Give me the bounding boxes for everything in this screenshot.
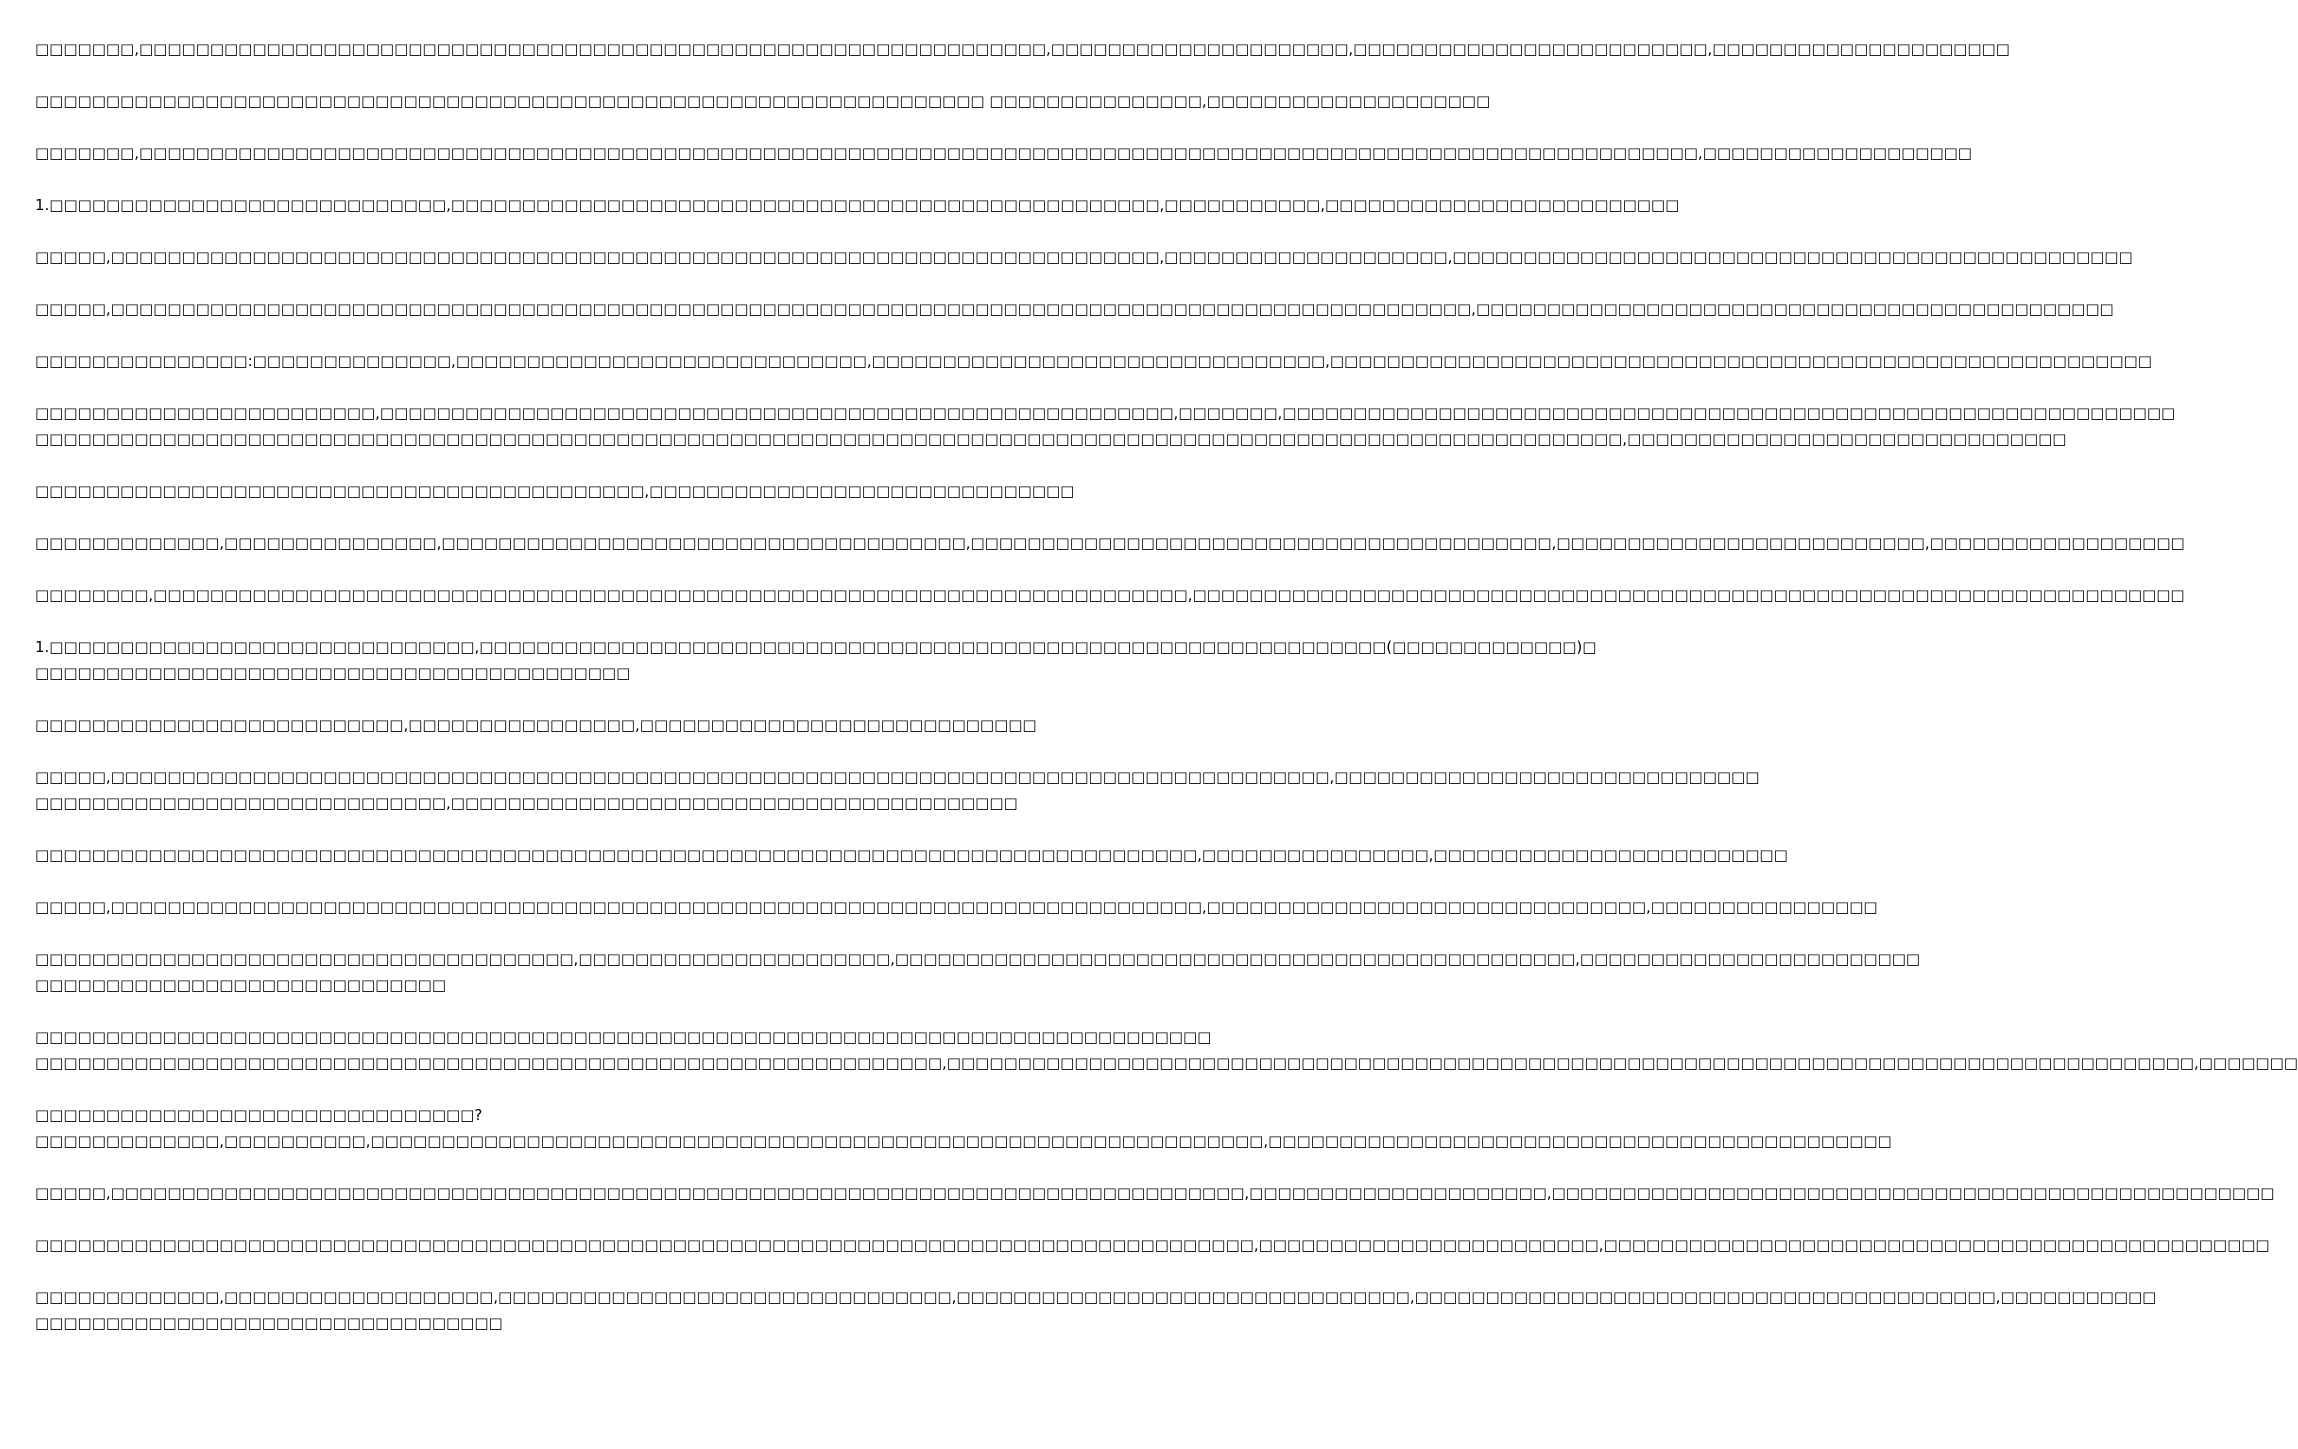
- paragraph: [35, 192, 1680, 218]
- text-line: □□□□□,□□□□□□□□□□□□□□□□□□□□□□□□□□□□□□□□□□□□□□□□□□□□□□□□□□□□□□□□□□□□□□□□□□□□□□□□□□,□□□□□□□□□□□□□□□□□□□□,□□□□□□□□□□□□□□□□□□□□□□□□□□□□□□□□□□□□□□□□□□□□□□□□: [35, 248, 2133, 266]
- text-line: □□□□□□□□□□□□□,□□□□□□□□□□□□□□□□□□□,□□□□□□□□□□□□□□□□□□□□□□□□□□□□□□□□,□□□□□□□□□□□□□□□□□□□□□□□□□□□□□□□□,□□□□□□□□□□□□□□□□□□□□□□□□□□□□□□□□□□□□□□□□□,□□□□□□□□□□□: [35, 1288, 2157, 1306]
- text-line: □□□□□□□□□□□□□□□□□□□□□□□□□□□□□: [35, 976, 446, 994]
- paragraph: [35, 1180, 2275, 1206]
- text-line: □□□□□□□□□□□□□□□:□□□□□□□□□□□□□□,□□□□□□□□□□□□□□□□□□□□□□□□□□□□□,□□□□□□□□□□□□□□□□□□□□□□□□□□□□□□□□,□□□□□□□□□□□□□□□□□□□□□□□□□□□□□□□□□□□□□□□□□□□□□□□□□□□□□□□□□□: [35, 352, 2152, 370]
- paragraph: [35, 244, 2133, 270]
- text-line: □□□□□□□□□□□□□□□□□□□□□□□□□□□□□□□□□□□□□□□□□□□□□□□□□□□□□□□□□□□□□□□□□□□□□□□□□□□□□□□□□□,□□□□□□□□□□□□□□□□,□□□□□□□□□□□□□□□□□□□□□□□□□: [35, 846, 1788, 864]
- paragraph: [35, 764, 1760, 816]
- text-line: □□□□□□□□□□□□□□□□□□□□□□□□□□□□□□□□□□□□□□□□□□□,□□□□□□□□□□□□□□□□□□□□□□□□□□□□□□: [35, 482, 1075, 500]
- paragraph: [35, 88, 1491, 114]
- paragraph: [35, 296, 2114, 322]
- text-line: □□□□□□□□□□□□□□□□□□□□□□□□□□,□□□□□□□□□□□□□□□□,□□□□□□□□□□□□□□□□□□□□□□□□□□□□: [35, 716, 1037, 734]
- paragraph: [35, 1102, 1892, 1154]
- text-line: □□□□□□□□□□□□□□□□□□□□□□□□□□□□□□□□□□□□□□□□□□□□□□□□□□□□□□□□□□□□□□□□□□□□□□□□□□□□□□□□□□□: [35, 1028, 1212, 1046]
- text-line: □□□□□□□□□□□□□□□□□□□□□□□□□□□□□□□□□□□□□□□□□□: [35, 664, 631, 682]
- text-line: □□□□□□□□□□□□□□□□□□□□□□□□,□□□□□□□□□□□□□□□□□□□□□□□□□□□□□□□□□□□□□□□□□□□□□□□□□□□□□□□□,□□□□□□□,□□□□□□□□□□□□□□□□□□□□□□□□□□□□□□□□□□□□□□□□□□□□□□□□□□□□□□□□□□□□□□□: [35, 404, 2176, 422]
- document-body: [35, 36, 2298, 1362]
- text-line: □□□□□□□,□□□□□□□□□□□□□□□□□□□□□□□□□□□□□□□□□□□□□□□□□□□□□□□□□□□□□□□□□□□□□□□□,□□□□□□□□□□□□□□□□□□□□□,□□□□□□□□□□□□□□□□□□□□□□□□□,□□□□□□□□□□□□□□□□□□□□□: [35, 40, 2010, 58]
- paragraph: [35, 36, 2010, 62]
- text-line: □□□□□,□□□□□□□□□□□□□□□□□□□□□□□□□□□□□□□□□□□□□□□□□□□□□□□□□□□□□□□□□□□□□□□□□□□□□□□□□□□□□□□□□□□□□□□□□□□□□□□□,□□□□□□□□□□□□□□□□□□□□□□□□□□□□□□□□□□□□□□□□□□□□□: [35, 300, 2114, 318]
- text-line: □□□□□□□□□□□□□,□□□□□□□□□□□□□□□,□□□□□□□□□□□□□□□□□□□□□□□□□□□□□□□□□□□□□,□□□□□□□□□□□□□□□□□□□□□□□□□□□□□□□□□□□□□□□□□,□□□□□□□□□□□□□□□□□□□□□□□□□□,□□□□□□□□□□□□□□□□□□: [35, 534, 2185, 552]
- paragraph: [35, 530, 2185, 556]
- paragraph: [35, 712, 1037, 738]
- text-line: □□□□□□□□,□□□□□□□□□□□□□□□□□□□□□□□□□□□□□□□□□□□□□□□□□□□□□□□□□□□□□□□□□□□□□□□□□□□□□□□□□,□□□□□□□□□□□□□□□□□□□□□□□□□□□□□□□□□□□□□□□□□□□□□□□□□□□□□□□□□□□□□□□□□□□□□□: [35, 586, 2185, 604]
- text-line: 1.□□□□□□□□□□□□□□□□□□□□□□□□□□□□□□,□□□□□□□□□□□□□□□□□□□□□□□□□□□□□□□□□□□□□□□□□□□□□□□□□□□□□□□□□□□□□□□□(□□□□□□□□□□□□□)□: [35, 638, 1597, 656]
- paragraph: [35, 400, 2176, 452]
- paragraph: [35, 842, 1788, 868]
- paragraph: [35, 946, 1921, 998]
- paragraph: [35, 894, 1878, 920]
- text-line: □□□□□□□□□□□□□,□□□□□□□□□□,□□□□□□□□□□□□□□□□□□□□□□□□□□□□□□□□□□□□□□□□□□□□□□□□□□□□□□□□□□□□□□□,□□□□□□□□□□□□□□□□□□□□□□□□□□□□□□□□□□□□□□□□□□□□: [35, 1132, 1892, 1150]
- text-line: □□□□□□□□□□□□□□□□□□□□□□□□□□□□□,□□□□□□□□□□□□□□□□□□□□□□□□□□□□□□□□□□□□□□□□: [35, 794, 1018, 812]
- text-line: □□□□□□□□□□□□□□□□□□□□□□□□□□□□□□□□□□□□□□□□□□□□□□□□□□□□□□□□□□□□□□□□□□□□□□□□□□□□□□□□□□□□□□,□□□□□□□□□□□□□□□□□□□□□□□□,□□□□□□□□□□□□□□□□□□□□□□□□□□□□□□□□□□□□□□□□□□□□□□□: [35, 1236, 2270, 1254]
- text-line: □□□□□□□□□□□□□□□□□□□□□□□□□□□□□□□□□□□□□□□□□□□□□□□□□□□□□□□□□□□□□□□□,□□□□□□□□□□□□□□□□□□□□□□□□□□□□□□□□□□□□□□□□□□□□□□□□□□□□□□□□□□□□□□□□□□□□□□□□□□□□□□□□□□□□□□□□,□□□□□□□: [35, 1054, 2298, 1072]
- paragraph: [35, 634, 1597, 686]
- text-line: □□□□□□□□□□□□□□□□□□□□□□□□□□□□□□□□□: [35, 1314, 503, 1332]
- paragraph: [35, 582, 2185, 608]
- text-line: 1.□□□□□□□□□□□□□□□□□□□□□□□□□□□□,□□□□□□□□□□□□□□□□□□□□□□□□□□□□□□□□□□□□□□□□□□□□□□□□□□,□□□□□□□□□□□,□□□□□□□□□□□□□□□□□□□□□□□□□: [35, 196, 1680, 214]
- paragraph: [35, 140, 1972, 166]
- text-line: □□□□□□□□□□□□□□□□□□□□□□□□□□□□□□□□□□□□□□□□□□□□□□□□□□□□□□□□□□□□□□□□□□□ □□□□□□□□□□□□□□□,□□□□□□□□□□□□□□□□□□□□: [35, 92, 1491, 110]
- text-line: □□□□□,□□□□□□□□□□□□□□□□□□□□□□□□□□□□□□□□□□□□□□□□□□□□□□□□□□□□□□□□□□□□□□□□□□□□□□□□□□□□□□□□,□□□□□□□□□□□□□□□□□□□□□,□□□□□□□□□□□□□□□□□□□□□□□□□□□□□□□□□□□□□□□□□□□□□□□□□□□: [35, 1184, 2275, 1202]
- text-line: □□□□□□□□□□□□□□□□□□□□□□□□□□□□□□□?: [35, 1106, 483, 1124]
- text-line: □□□□□□□,□□□□□□□□□□□□□□□□□□□□□□□□□□□□□□□□□□□□□□□□□□□□□□□□□□□□□□□□□□□□□□□□□□□□□□□□□□□□□□□□□□□□□□□□□□□□□□□□□□□□□□□□□□□□□□,□□□□□□□□□□□□□□□□□□□: [35, 144, 1972, 162]
- paragraph: [35, 478, 1075, 504]
- text-line: □□□□□,□□□□□□□□□□□□□□□□□□□□□□□□□□□□□□□□□□□□□□□□□□□□□□□□□□□□□□□□□□□□□□□□□□□□□□□□□□□□□,□□□□□□□□□□□□□□□□□□□□□□□□□□□□□□□,□□□□□□□□□□□□□□□□: [35, 898, 1878, 916]
- text-line: □□□□□,□□□□□□□□□□□□□□□□□□□□□□□□□□□□□□□□□□□□□□□□□□□□□□□□□□□□□□□□□□□□□□□□□□□□□□□□□□□□□□□□□□□□□□,□□□□□□□□□□□□□□□□□□□□□□□□□□□□□□: [35, 768, 1760, 786]
- paragraph: [35, 348, 2152, 374]
- text-line: □□□□□□□□□□□□□□□□□□□□□□□□□□□□□□□□□□□□□□,□□□□□□□□□□□□□□□□□□□□□□,□□□□□□□□□□□□□□□□□□□□□□□□□□□□□□□□□□□□□□□□□□□□□□□□,□□□□□□□□□□□□□□□□□□□□□□□□: [35, 950, 1921, 968]
- text-line: □□□□□□□□□□□□□□□□□□□□□□□□□□□□□□□□□□□□□□□□□□□□□□□□□□□□□□□□□□□□□□□□□□□□□□□□□□□□□□□□□□□□□□□□□□□□□□□□□□□□□□□□□□□□□□□□,□□□□□□□□□□□□□□□□□□□□□□□□□□□□□□□: [35, 430, 2067, 448]
- paragraph: [35, 1024, 2298, 1076]
- paragraph: [35, 1284, 2157, 1336]
- paragraph: [35, 1232, 2270, 1258]
